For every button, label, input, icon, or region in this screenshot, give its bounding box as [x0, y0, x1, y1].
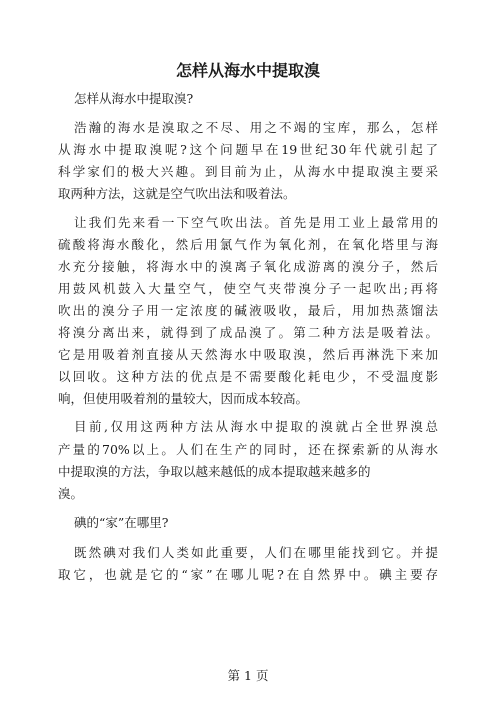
- paragraph-line: 取它，也就是它的“家”在哪儿呢?在自然界中。碘主要存: [58, 567, 438, 582]
- paragraph-line: 中提取溴的方法，争取以越来越低的成本提取越来越多的: [58, 464, 371, 479]
- paragraph-line: 响，但使用吸着剂的量较大，因而成本较高。: [58, 391, 309, 406]
- paragraph-line: 目前,仅用这两种方法从海水中提取的溴就占全世界溴总: [74, 419, 438, 434]
- paragraph-line: 从海水中提取溴呢?这个问题早在19世纪30年代就引起了: [58, 142, 438, 157]
- paragraph-line: 科学家们的极大兴趣。到目前为止，从海水中提取溴主要采: [58, 164, 438, 179]
- section-heading: 碘的“家”在哪里?: [74, 515, 169, 530]
- paragraph-line: 吹出的溴分子用一定浓度的碱液吸收，最后，用加热蒸馏法: [58, 303, 438, 318]
- paragraph-line: 浩瀚的海水是溴取之不尽、用之不竭的宝库，那么，怎样: [74, 120, 438, 135]
- paragraph-line: 硫酸将海水酸化，然后用氯气作为氧化剂，在氧化塔里与海: [58, 237, 438, 252]
- paragraph-line: 用鼓风机鼓入大量空气，使空气夹带溴分子一起吹出;再将: [58, 281, 438, 296]
- paragraph-line: 将溴分离出来，就得到了成品溴了。第二种方法是吸着法。: [58, 325, 438, 340]
- paragraph-line: 取两种方法，这就是空气吹出法和吸着法。: [58, 186, 296, 201]
- paragraph-line: 以回收。这种方法的优点是不需要酸化耗电少，不受温度影: [58, 369, 438, 384]
- paragraph-line: 怎样从海水中提取溴?: [74, 91, 194, 106]
- paragraph-line: 既然碘对我们人类如此重要，人们在哪里能找到它。并提: [74, 545, 438, 560]
- paragraph-line: 溴。: [58, 486, 84, 501]
- paragraph-line: 它是用吸着剂直接从天然海水中吸取溴，然后再淋洗下来加: [58, 347, 438, 362]
- document-title: 怎样从海水中提取溴: [175, 61, 320, 80]
- paragraph-line: 让我们先来看一下空气吹出法。首先是用工业上最常用的: [74, 215, 438, 230]
- page-number: 第 1 页: [227, 668, 269, 683]
- paragraph-line: 水充分接触，将海水中的溴离子氧化成游离的溴分子，然后: [58, 259, 438, 274]
- paragraph-line: 产量的70%以上。人们在生产的同时，还在探索新的从海水: [58, 442, 438, 457]
